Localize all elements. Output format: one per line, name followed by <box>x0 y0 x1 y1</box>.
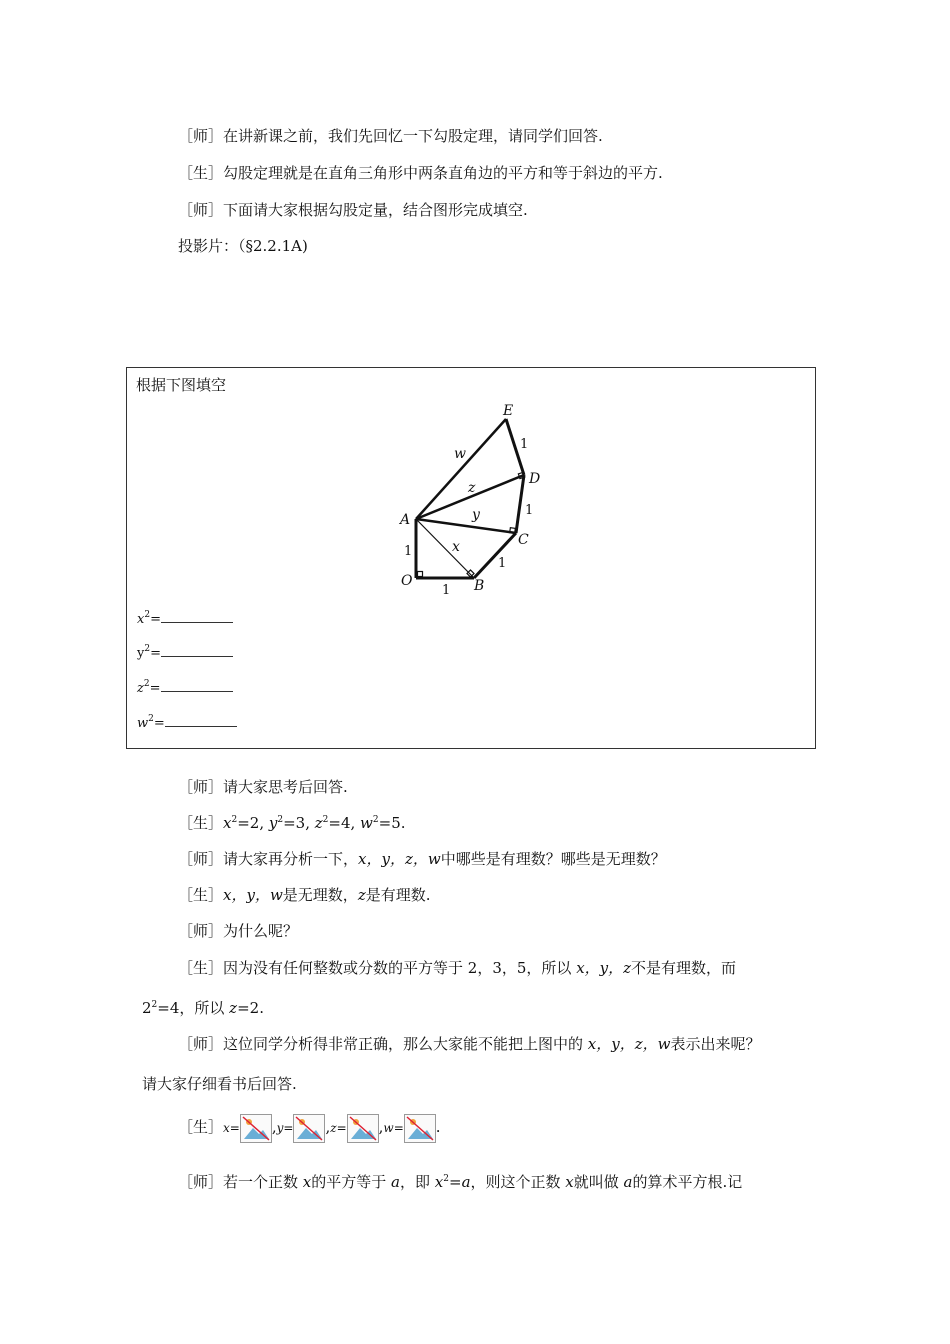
dialog-text: ，即 <box>400 1173 435 1191</box>
dialog-text: 就叫做 <box>573 1173 624 1191</box>
sup: 2 <box>231 815 238 825</box>
dialog-line-6-cont <box>142 998 264 1018</box>
var-z: z <box>357 886 366 904</box>
box-title: 根据下图填空 <box>136 376 227 394</box>
dialog-text: 中哪些是有理数？哪些是无理数？ <box>440 850 666 868</box>
segment-label-x: x <box>452 539 460 555</box>
dialog-line-5 <box>178 921 298 941</box>
dialog-line-8: ［生］x= ,y= ,z= ,w= . <box>178 1112 441 1143</box>
var-a: a <box>391 1173 400 1191</box>
speaker-tag: ［师］ <box>178 201 224 219</box>
blank-eq: = <box>153 716 165 731</box>
dialog-text: 为什么呢？ <box>223 922 299 940</box>
vars: x，y，z，w <box>587 1035 671 1053</box>
intro-line-1 <box>178 126 603 146</box>
value: =5. <box>378 814 406 832</box>
dialog-line-7 <box>178 1034 761 1054</box>
var-z: z <box>229 999 238 1017</box>
dialog-line-9 <box>178 1172 742 1192</box>
var-y-eq: y= <box>276 1121 294 1135</box>
dialog-text: 是有理数. <box>365 886 431 904</box>
intro-line-3 <box>178 200 528 220</box>
answer-line[interactable] <box>161 680 233 692</box>
sup: 2 <box>151 1000 158 1010</box>
blank-y-squared <box>137 645 233 662</box>
fill-in-box <box>126 367 816 749</box>
speaker-tag: ［生］ <box>178 886 224 904</box>
segment-BC <box>474 533 516 578</box>
blank-sup: 2 <box>143 679 150 689</box>
segment-label-z: z <box>468 480 476 496</box>
dialog-text: = <box>448 1173 462 1191</box>
segment-AE <box>416 419 506 519</box>
var-y: y <box>268 814 278 832</box>
dialog-text: 的平方等于 <box>311 1173 392 1191</box>
segment-label-AO: 1 <box>404 544 413 559</box>
value: =3, <box>283 814 315 832</box>
dialog-line-2 <box>178 813 406 833</box>
segment-label-y: y <box>472 507 480 523</box>
blank-eq: = <box>149 681 161 696</box>
segment-label-DE: 1 <box>520 437 529 452</box>
speaker-tag: ［师］ <box>178 1173 224 1191</box>
var-x: x <box>223 814 232 832</box>
point-label-E: E <box>503 403 514 419</box>
sup: 2 <box>322 815 329 825</box>
dialog-text: =2. <box>237 999 264 1017</box>
speaker-tag: ［师］ <box>178 127 224 145</box>
answer-line[interactable] <box>165 715 237 727</box>
blank-var: z <box>137 681 144 696</box>
point-label-C: C <box>518 532 529 548</box>
vars: x，y，w <box>223 886 283 904</box>
segment-AB <box>416 519 474 578</box>
right-angle-mark-O <box>418 572 423 577</box>
segment-CD <box>516 475 524 533</box>
segment-label-CD: 1 <box>525 503 534 518</box>
value: =4, <box>328 814 361 832</box>
dialog-text: 的算术平方根.记 <box>632 1173 743 1191</box>
right-angle-mark-B <box>467 570 474 577</box>
blank-z-squared <box>137 680 233 697</box>
blank-sup: 2 <box>144 610 151 620</box>
speaker-tag: ［师］ <box>178 850 224 868</box>
speaker-tag: ［师］ <box>178 778 224 796</box>
sup: 2 <box>372 815 379 825</box>
speaker-tag: ［生］ <box>178 164 224 182</box>
blank-w-squared <box>137 715 237 732</box>
var-x: x <box>302 1173 312 1191</box>
broken-image-icon <box>240 1114 272 1143</box>
segment-label-BC: 1 <box>498 556 507 571</box>
point-label-O: O <box>401 573 413 589</box>
dialog-text: 是无理数， <box>282 886 358 904</box>
blank-sup: 2 <box>144 644 151 654</box>
speaker-tag: ［生］ <box>178 1118 224 1136</box>
speaker-tag: ［师］ <box>178 1035 224 1053</box>
point-label-B: B <box>474 578 485 594</box>
dialog-line-4 <box>178 885 431 905</box>
blank-sup: 2 <box>148 714 154 724</box>
intro-text-1: 在讲新课之前，我们先回忆一下勾股定理，请同学们回答. <box>223 127 603 145</box>
broken-image-icon <box>293 1114 325 1143</box>
dialog-line-3 <box>178 849 666 869</box>
var-w: w <box>360 814 373 832</box>
var-a: a <box>623 1173 633 1191</box>
segment-AC <box>416 519 516 533</box>
intro-text-2: 勾股定理就是在直角三角形中两条直角边的平方和等于斜边的平方. <box>223 164 663 182</box>
dialog-text: 因为没有任何整数或分数的平方等于 2，3，5，所以 <box>223 959 577 977</box>
intro-text-3: 下面请大家根据勾股定量，结合图形完成填空. <box>223 201 528 219</box>
sup: 2 <box>277 815 284 825</box>
var-z-eq: z= <box>330 1121 347 1135</box>
vars: x，y，z <box>576 959 632 977</box>
point-label-D: D <box>529 471 541 487</box>
answer-line[interactable] <box>161 645 233 657</box>
speaker-tag: ［生］ <box>178 959 224 977</box>
blank-var: w <box>137 716 149 731</box>
blank-var: x <box>137 612 145 627</box>
value: =2, <box>237 814 269 832</box>
dialog-line-6 <box>178 958 736 978</box>
var-a: a <box>461 1173 471 1191</box>
blank-var: y <box>137 646 145 661</box>
dialog-text: 若一个正数 <box>223 1173 303 1191</box>
var-x-eq: x= <box>223 1121 240 1135</box>
dialog-text: 不是有理数，而 <box>631 959 737 977</box>
dialog-text: =4，所以 <box>157 999 230 1017</box>
projection-label: 投影片：（§2.2.1A) <box>178 237 308 255</box>
dialog-line-1 <box>178 777 348 797</box>
segment-label-w: w <box>454 446 466 462</box>
dialog-text: 表示出来呢？ <box>670 1035 761 1053</box>
sup: 2 <box>443 1174 449 1184</box>
var-x: x <box>434 1173 444 1191</box>
speaker-tag: ［生］ <box>178 814 224 832</box>
var-w-eq: w= <box>383 1121 404 1135</box>
var-x: x <box>565 1173 574 1191</box>
blank-eq: = <box>150 612 161 627</box>
base: 2 <box>142 999 152 1017</box>
var-z: z <box>314 814 323 832</box>
dialog-text: 这位同学分析得非常正确，那么大家能不能把上图中的 <box>223 1035 588 1053</box>
blank-eq: = <box>150 646 161 661</box>
intro-line-2 <box>178 163 663 183</box>
answer-line[interactable] <box>161 611 233 623</box>
dialog-text: 请大家思考后回答. <box>223 778 348 796</box>
blank-x-squared <box>137 611 233 628</box>
vars: x，y，z，w <box>358 850 441 868</box>
dialog-text: ，则这个正数 <box>470 1173 566 1191</box>
segment-label-OB: 1 <box>442 583 451 598</box>
broken-image-icon <box>347 1114 379 1143</box>
dialog-line-7-cont: 请大家仔细看书后回答. <box>142 1075 297 1093</box>
right-angle-mark-C <box>510 528 516 534</box>
speaker-tag: ［师］ <box>178 922 224 940</box>
broken-image-icon <box>404 1114 436 1143</box>
point-label-A: A <box>400 512 411 528</box>
dialog-text: 请大家再分析一下， <box>223 850 359 868</box>
